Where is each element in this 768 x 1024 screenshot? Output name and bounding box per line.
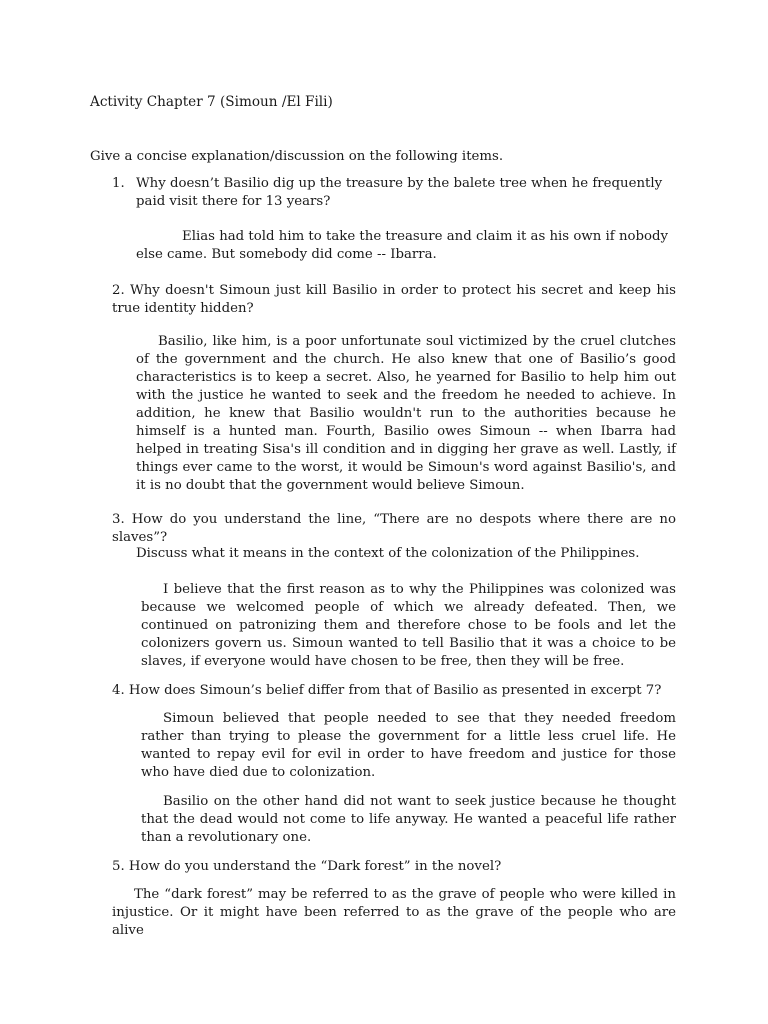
- item-2-question: [112, 282, 676, 318]
- item-1-number: 1.: [112, 176, 125, 191]
- item-2-answer: Basilio, like him, is a poor unfortunate soul victimized by the cruel clutches of the government and the church. He also knew that one of Basilio’s good characteristics is to keep a secret. Also, he yearned for Basilio to help him out with the justice he wanted to seek and the freedom he needed to achieve. In addition, he knew that Basilio wouldn't run to the authorities because he himself is a hunted man. Fourth, Basilio owes Simoun -- when Ibarra had helped in treating Sisa's ill condition and in digging her grave as well. Lastly, if things ever came to the worst, it would be Simoun's word against Basilio's, and it is no doubt that the government would believe Simoun.: [136, 334, 676, 493]
- item-5-number: 5.: [112, 859, 125, 874]
- item-3-answer: I believe that the first reason as to why the Philippines was colonized was because we welcomed people of which we already defeated. Then, we continued on patronizing them and therefore chose to be fools and let the colonizers govern us. Simoun wanted to tell Basilio that it was a choice to be slaves, if everyone would have chosen to be free, then they will be free.: [141, 582, 676, 669]
- item-4-answer-1: Simoun believed that people needed to see that they needed freedom rather than trying to please the government for a little less cruel life. He wanted to repay evil for evil in order to have freedom and justice for those who have died due to colonization.: [141, 711, 676, 780]
- item-4-question: [112, 682, 692, 700]
- instruction-text: Give a concise explanation/discussion on the following items.: [90, 149, 504, 164]
- item-5-answer: The “dark forest” may be referred to as the grave of people who were killed in injustice. Or it might have been referred to as the grave of the people who are alive: [112, 887, 676, 938]
- item-3-subquestion: Discuss what it means in the context of the colonization of the Philippines.: [136, 546, 640, 561]
- item-3-question-text: How do you understand the line, “There are no despots where there are no slaves”?: [112, 512, 676, 545]
- item-4-question-text: How does Simoun’s belief differ from that of Basilio as presented in excerpt 7?: [128, 683, 662, 698]
- item-4-answer-2: Basilio on the other hand did not want to seek justice because he thought that the dead would not come to life anyway. He wanted a peaceful life rather than a revolutionary one.: [141, 794, 676, 845]
- document-title: Activity Chapter 7 (Simoun /El Fili): [90, 94, 333, 110]
- item-1-question: Why doesn’t Basilio dig up the treasure by the balete tree when he frequently paid visit there for 13 years?: [136, 176, 663, 209]
- item-3-question: [112, 511, 676, 547]
- item-2-question-text: Why doesn't Simoun just kill Basilio in order to protect his secret and keep his true identity hidden?: [112, 283, 676, 316]
- item-4-number: 4.: [112, 683, 125, 698]
- item-2-number: 2.: [112, 283, 125, 298]
- item-5-question: [112, 858, 692, 876]
- item-3-number: 3.: [112, 512, 125, 527]
- item-5-question-text: How do you understand the “Dark forest” in the novel?: [128, 859, 502, 874]
- item-1-answer: Elias had told him to take the treasure and claim it as his own if nobody else came. But somebody did come -- Ibarra.: [136, 229, 669, 262]
